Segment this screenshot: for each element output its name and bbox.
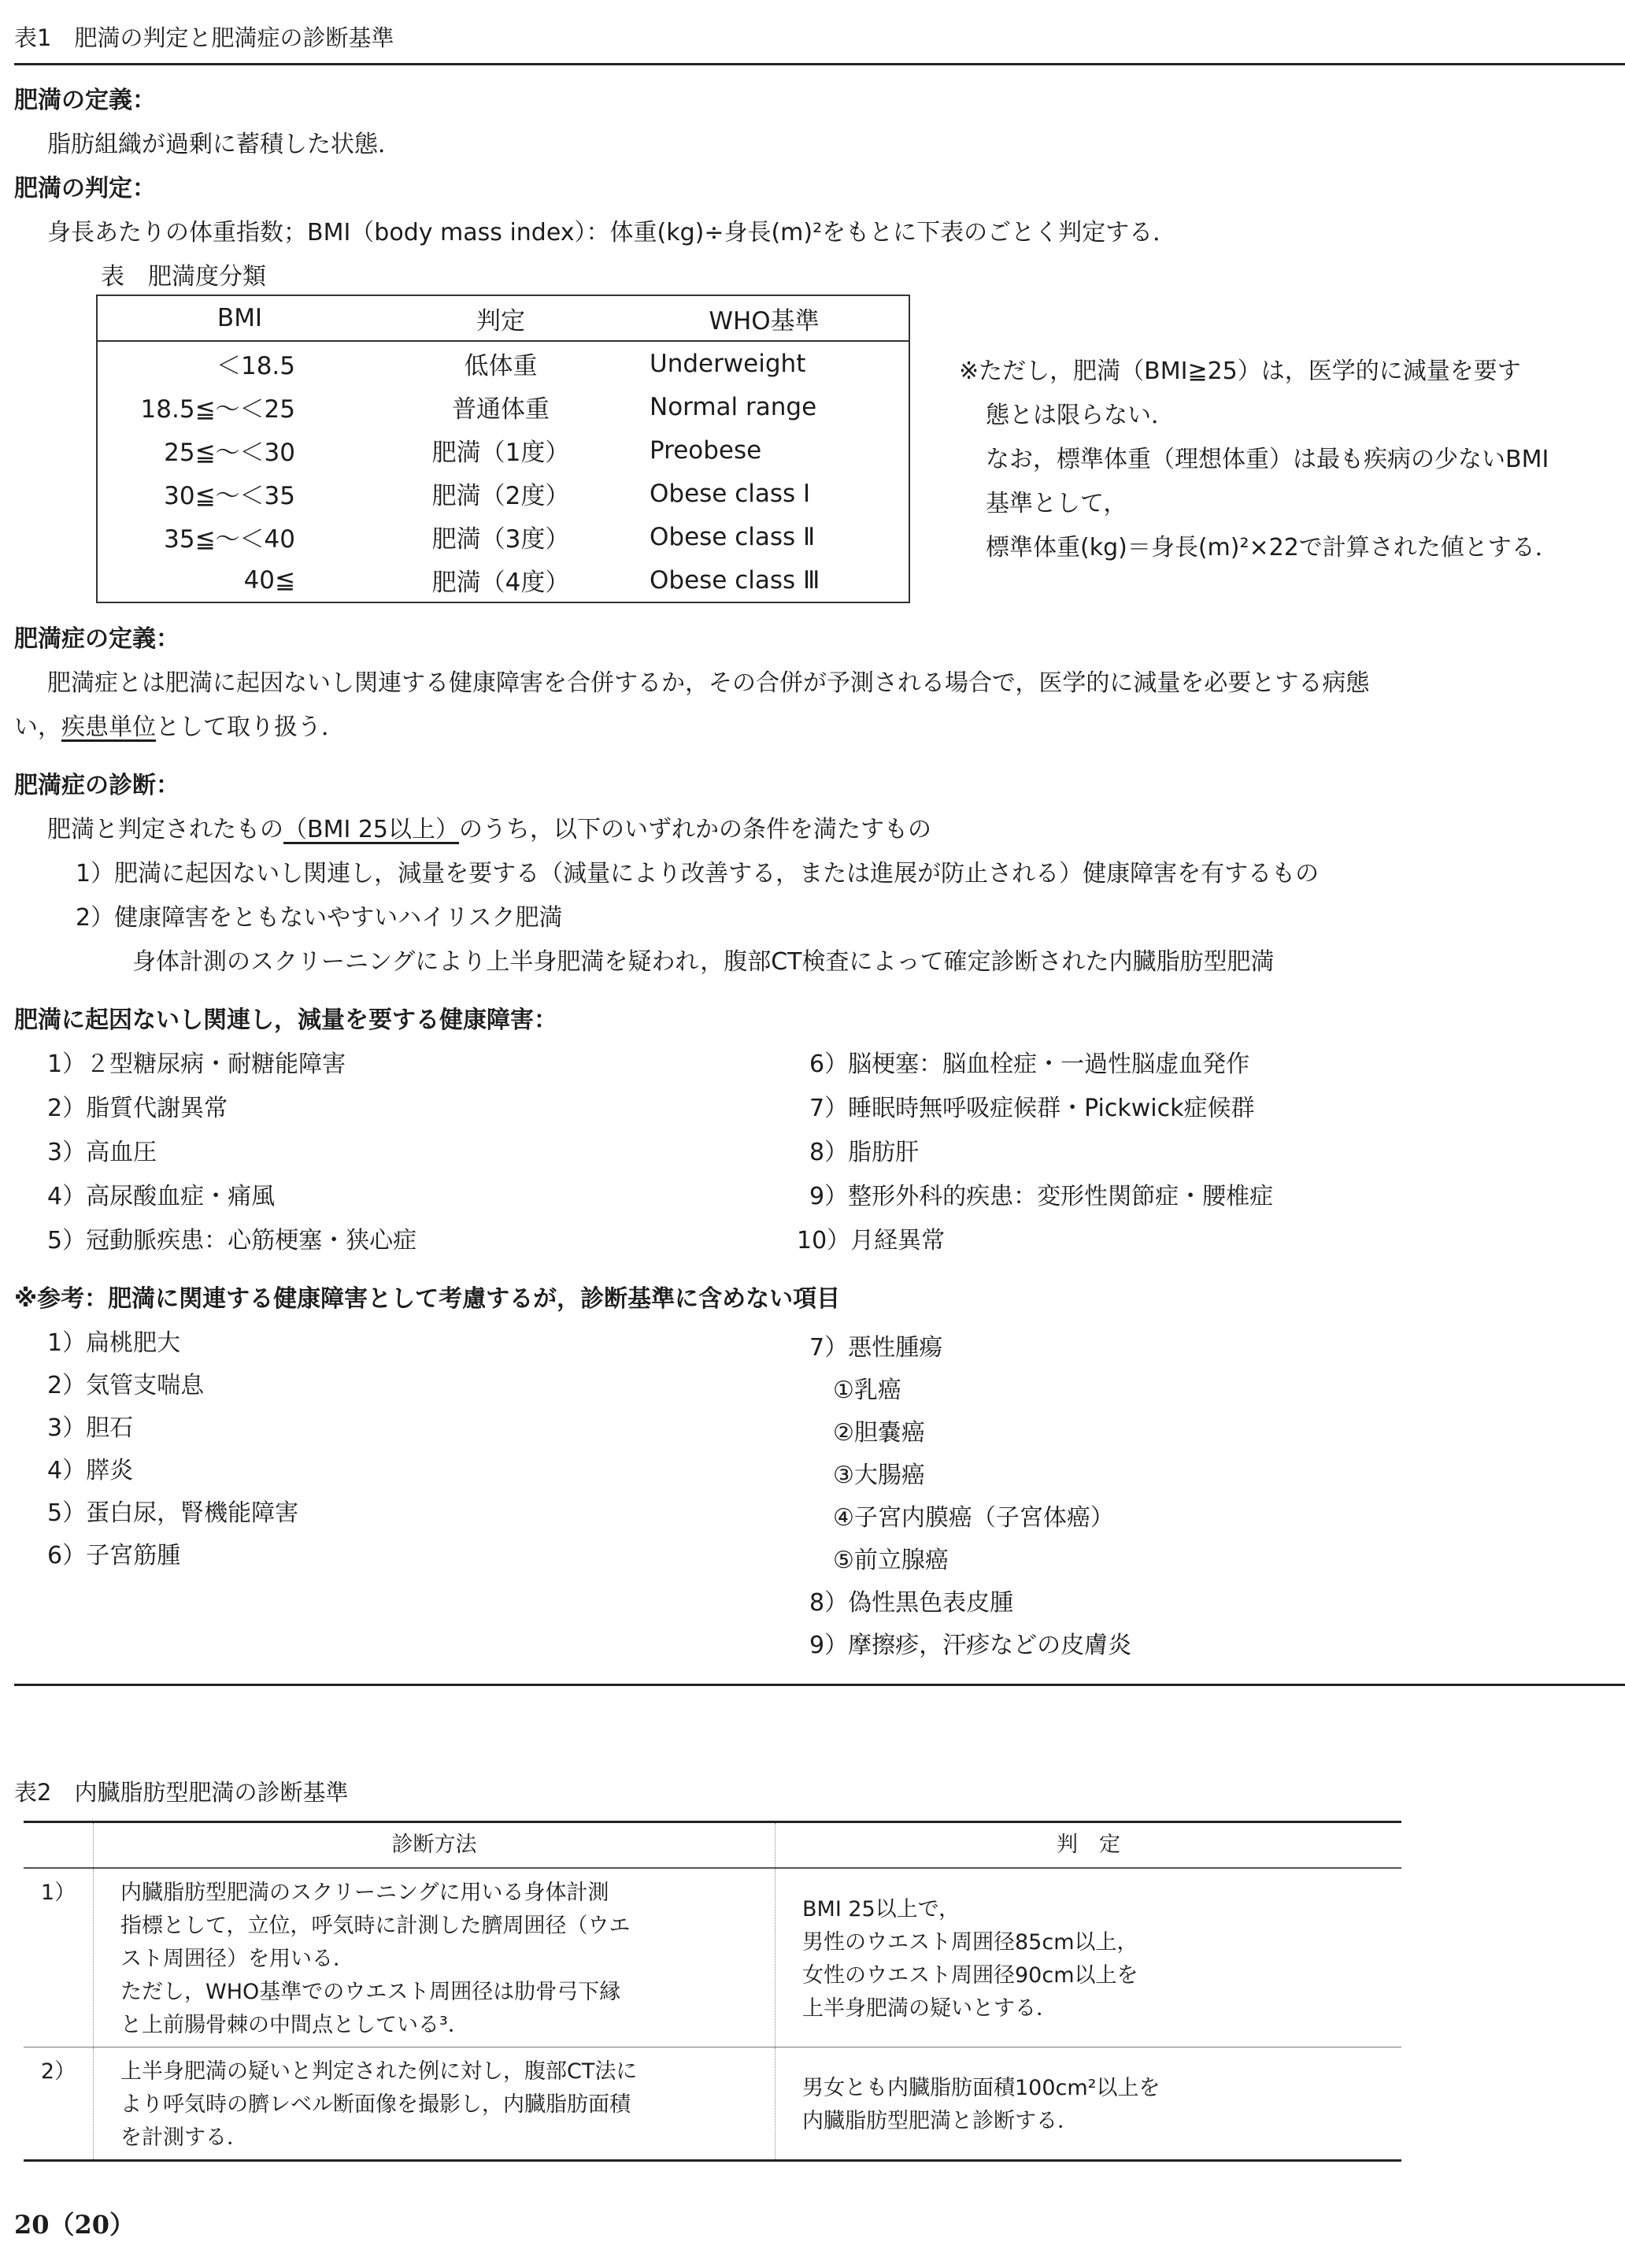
grade-label: 肥満（2度） [431, 482, 570, 510]
grade-col-bmi: BMI [97, 295, 382, 341]
list-item: 1）扁桃肥大 [47, 1329, 181, 1357]
obesity-definition-heading: 肥満の定義： [14, 87, 156, 114]
judgement-line: BMI 25以上で， [802, 1897, 961, 1922]
list-item: 4）高尿酸血症・痛風 [47, 1183, 276, 1210]
who-label: Preobese [650, 435, 762, 465]
table-row [97, 558, 909, 602]
method-line: 指標として，立位，呼気時に計測した臍周囲径（ウエ [120, 1914, 631, 1938]
list-item: ③大腸癌 [833, 1462, 925, 1489]
list-item: 6）子宮筋腫 [47, 1542, 181, 1569]
who-label: Underweight [650, 349, 806, 378]
list-item: 7）悪性腫瘍 [809, 1334, 943, 1362]
bmi-range: 40≦ [243, 565, 295, 595]
row-number: 2） [24, 2048, 94, 2161]
method-line: 内臓脂肪型肥満のスクリーニングに用いる身体計測 [120, 1881, 609, 1905]
bmi-range: 30≦～＜35 [164, 482, 295, 510]
grade-note-line: なお，標準体重（理想体重）は最も疾病の少ないBMI [986, 446, 1549, 473]
who-label: Obese class Ⅲ [650, 565, 820, 595]
obesity-disease-definition-line [14, 707, 345, 742]
list-item: 3）高血圧 [47, 1139, 157, 1166]
disease-unit-underlined: 疾患単位 [61, 713, 156, 741]
judgement-line: 上半身肥満の疑いとする． [802, 1996, 1057, 2021]
list-item: ②胆嚢癌 [833, 1419, 925, 1447]
bmi-range: 18.5≦～＜25 [140, 395, 295, 424]
judgement-cell [775, 2048, 1402, 2161]
table2-col-method: 診断方法 [94, 1822, 775, 1869]
list-item: 9）摩擦疹，汗疹などの皮膚炎 [809, 1632, 1132, 1659]
bmi-range: 35≦～＜40 [164, 525, 295, 554]
list-item: 5）冠動脈疾患：心筋梗塞・狭心症 [47, 1227, 417, 1254]
grade-label: 普通体重 [452, 395, 550, 424]
reference-heading: ※参考：肥満に関連する健康障害として考慮するが，診断基準に含めない項目 [14, 1285, 841, 1313]
list-item: 8）脂肪肝 [809, 1139, 920, 1166]
table2-title: 表2 内臓脂肪型肥満の診断基準 [14, 1779, 349, 1806]
list-item: 2）気管支喘息 [47, 1372, 205, 1399]
diagnosis-item: 2）健康障害をともないやすいハイリスク肥満 [76, 904, 563, 932]
obesity-judgement-text: 身長あたりの体重指数；BMI（body mass index）：体重(kg)÷身長(m)²をもとに下表のごとく判定する． [47, 219, 1177, 246]
method-line: と上前腸骨棘の中間点としている³． [120, 2013, 469, 2037]
grade-label: 肥満（3度） [431, 525, 570, 554]
visceral-fat-criteria-table [24, 1821, 1401, 2162]
method-cell [94, 2048, 775, 2161]
obesity-grade-table [96, 295, 910, 603]
table-row [97, 515, 909, 558]
judgement-cell [775, 1868, 1402, 2048]
judgement-line: 男女とも内臓脂肪面積100cm²以上を [802, 2076, 1160, 2100]
list-item: 2）脂質代謝異常 [47, 1095, 228, 1122]
grade-label: 低体重 [464, 352, 538, 380]
table1-bottom-rule [14, 1684, 1625, 1686]
list-item: 5）蛋白尿，腎機能障害 [47, 1499, 299, 1527]
bmi-range: 25≦～＜30 [164, 439, 295, 467]
grade-note-line: 基準として， [986, 490, 1127, 517]
who-label: Obese class Ⅰ [650, 479, 811, 508]
table-row [97, 472, 909, 515]
health-disorders-heading: 肥満に起因ないし関連し，減量を要する健康障害： [14, 1006, 557, 1034]
obesity-definition-text: 脂肪組織が過剰に蓄積した状態． [47, 131, 402, 158]
definition-prefix: い， [14, 713, 61, 741]
table1-title: 表1 肥満の判定と肥満症の診断基準 [14, 24, 394, 51]
method-cell [94, 1868, 775, 2048]
method-line: ただし，WHO基準でのウエスト周囲径は肋骨弓下縁 [120, 1980, 621, 2004]
list-item: 1）２型糖尿病・耐糖能障害 [47, 1051, 346, 1078]
table-row [97, 385, 909, 428]
diagnosis-item: 身体計測のスクリーニングにより上半身肥満を疑われ，腹部CT検査によって確定診断された内臓脂肪型肥満 [132, 948, 1275, 976]
grade-col-who: WHO基準 [620, 295, 909, 341]
table-row [24, 1868, 1401, 2048]
list-item: ④子宮内膜癌（子宮体癌） [833, 1504, 1114, 1532]
diagnosis-intro-prefix: 肥満と判定されたもの [47, 816, 283, 843]
list-item: 9）整形外科的疾患：変形性関節症・腰椎症 [809, 1183, 1274, 1210]
table1-top-rule [14, 63, 1625, 65]
grade-label: 肥満（1度） [431, 439, 570, 467]
list-item: ①乳癌 [833, 1377, 901, 1404]
list-item: 4）膵炎 [47, 1457, 134, 1484]
list-item: 10）月経異常 [797, 1227, 946, 1254]
list-item: ⑤前立腺癌 [833, 1547, 949, 1574]
obesity-judgement-heading: 肥満の判定： [14, 175, 156, 202]
bmi-range: ＜18.5 [216, 352, 295, 380]
diagnosis-item: 1）肥満に起因ないし関連し，減量を要する（減量により改善する，または進展が防止される）健康障害を有するもの [76, 860, 1320, 888]
grade-table-header-row [97, 295, 909, 341]
grade-note-line: 態とは限らない． [986, 402, 1175, 429]
definition-suffix: として取り扱う． [156, 713, 345, 741]
table2-col-judgement: 判 定 [775, 1822, 1402, 1869]
table-row [24, 2048, 1401, 2161]
obesity-disease-definition-line: 肥満症とは肥満に起因ないし関連する健康障害を合併するか，その合併が予測される場合で，医学的に減量を必要とする病態 [47, 669, 1370, 697]
grade-note-line: 標準体重(kg)＝身長(m)²×22で計算された値とする． [986, 534, 1559, 561]
grade-table-title: 表 肥満度分類 [101, 263, 266, 291]
diagnosis-intro [47, 810, 931, 844]
grade-col-judgement: 判定 [382, 295, 620, 341]
table2-col-number [24, 1822, 94, 1869]
row-number: 1） [24, 1868, 94, 2048]
method-line: 上半身肥満の疑いと判定された例に対し，腹部CT法に [120, 2059, 638, 2084]
grade-note-line: ※ただし，肥満（BMI≧25）は，医学的に減量を要す [959, 358, 1521, 385]
judgement-line: 内臓脂肪型肥満と診断する． [802, 2109, 1079, 2133]
judgement-line: 女性のウエスト周囲径90cm以上を [802, 1963, 1138, 1988]
list-item: 7）睡眠時無呼吸症候群・Pickwick症候群 [809, 1095, 1255, 1122]
method-line: スト周囲径）を用いる． [120, 1947, 354, 1971]
obesity-disease-definition-heading: 肥満症の定義： [14, 625, 180, 653]
bmi-threshold-underlined: （BMI 25以上） [283, 816, 460, 843]
list-item: 3）胆石 [47, 1414, 134, 1442]
diagnosis-intro-suffix: のうち，以下のいずれかの条件を満たすもの [459, 816, 932, 843]
obesity-disease-diagnosis-heading: 肥満症の診断： [14, 772, 180, 799]
table-row [97, 428, 909, 472]
table2-header-row [24, 1822, 1401, 1869]
who-label: Obese class Ⅱ [650, 522, 816, 551]
list-item: 8）偽性黒色表皮腫 [809, 1589, 1014, 1617]
page-number: 20（20） [14, 2210, 135, 2240]
judgement-line: 男性のウエスト周囲径85cm以上， [802, 1930, 1138, 1955]
method-line: より呼気時の臍レベル断面像を撮影し，内臓脂肪面積 [120, 2092, 631, 2117]
table-row [97, 341, 909, 385]
list-item: 6）脳梗塞：脳血栓症・一過性脳虚血発作 [809, 1051, 1250, 1078]
who-label: Normal range [650, 392, 817, 421]
method-line: を計測する． [120, 2125, 248, 2150]
grade-label: 肥満（4度） [431, 569, 570, 597]
